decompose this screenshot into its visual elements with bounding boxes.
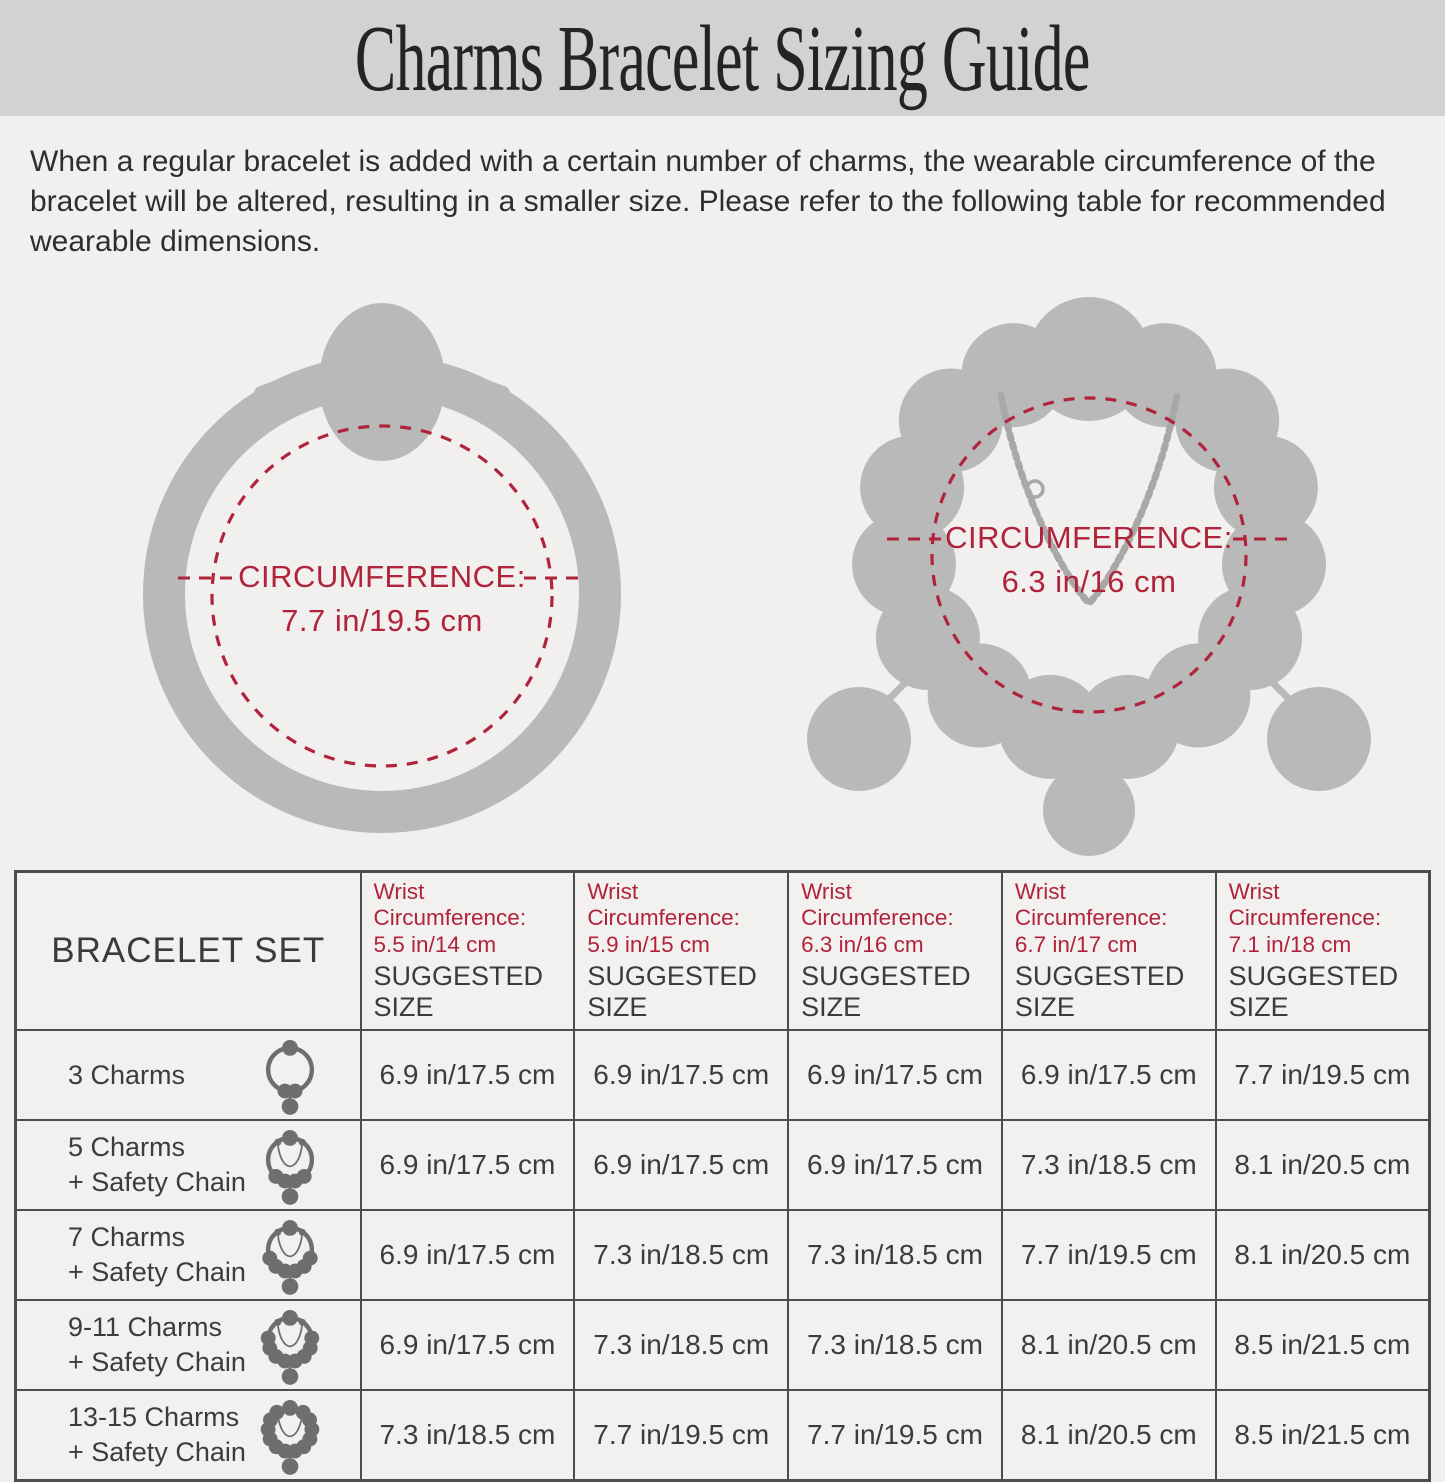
column-header-15cm	[574, 871, 788, 1030]
size-cell: 7.7 in/19.5 cm	[1216, 1030, 1430, 1120]
bracelet-set-cell	[16, 1210, 361, 1300]
dangle-charm-left	[807, 687, 911, 791]
size-cell: 6.9 in/17.5 cm	[1002, 1030, 1216, 1120]
wrist-circumference-label: Wrist Circumference:	[1228, 878, 1382, 931]
table-row	[16, 1120, 1430, 1210]
size-cell: 8.1 in/20.5 cm	[1002, 1300, 1216, 1390]
size-cell: 6.9 in/17.5 cm	[788, 1030, 1002, 1120]
suggested-size-label: SUGGESTED SIZE	[587, 961, 757, 1023]
bracelet-5-charms-icon	[247, 1122, 333, 1208]
column-header-18cm	[1216, 871, 1430, 1030]
size-cell: 6.9 in/17.5 cm	[361, 1030, 575, 1120]
column-header-16cm	[788, 871, 1002, 1030]
suggested-size-label: SUGGESTED SIZE	[373, 961, 544, 1023]
plain-bracelet-illustration	[72, 294, 692, 839]
wrist-circumference-label: Wrist Circumference:	[801, 878, 954, 931]
size-cell: 8.5 in/21.5 cm	[1216, 1300, 1430, 1390]
size-cell: 7.3 in/18.5 cm	[361, 1390, 575, 1481]
size-cell: 7.3 in/18.5 cm	[574, 1210, 788, 1300]
wrist-circumference-label: Wrist Circumference:	[587, 878, 740, 931]
wrist-circumference-label: Wrist Circumference:	[373, 878, 527, 931]
bracelet-7-charms-icon	[247, 1212, 333, 1298]
circumference-label: CIRCUMFERENCE:	[238, 559, 526, 595]
size-cell: 7.3 in/18.5 cm	[1002, 1120, 1216, 1210]
size-cell: 8.1 in/20.5 cm	[1216, 1120, 1430, 1210]
page-header	[0, 0, 1445, 116]
suggested-size-label: SUGGESTED SIZE	[801, 961, 971, 1023]
circumference-value: 6.3 in/16 cm	[1001, 563, 1177, 599]
set-label: 13-15 Charms	[68, 1402, 240, 1433]
table-row	[16, 1030, 1430, 1120]
size-cell: 7.7 in/19.5 cm	[1002, 1210, 1216, 1300]
set-label-line2: + Safety Chain	[68, 1167, 246, 1198]
size-cell: 7.7 in/19.5 cm	[574, 1390, 788, 1481]
set-label: 9-11 Charms	[68, 1312, 223, 1343]
set-label-line2: + Safety Chain	[68, 1437, 246, 1468]
charm-bracelet-illustration	[739, 277, 1439, 857]
circumference-value: 7.7 in/19.5 cm	[281, 603, 483, 639]
size-cell: 6.9 in/17.5 cm	[574, 1030, 788, 1120]
size-cell: 6.9 in/17.5 cm	[361, 1210, 575, 1300]
wrist-circumference-value: 5.5 in/14 cm	[373, 931, 497, 957]
clasp-bead	[319, 303, 445, 461]
bracelet-set-header: BRACELET SET	[16, 871, 361, 1030]
size-cell: 6.9 in/17.5 cm	[574, 1120, 788, 1210]
bracelet-9-11-charms-icon	[247, 1302, 333, 1388]
bracelet-3-charms-icon	[247, 1032, 333, 1118]
dangle-charm-right	[1267, 687, 1371, 791]
table-header-row	[16, 871, 1430, 1030]
size-cell: 8.1 in/20.5 cm	[1002, 1390, 1216, 1481]
wrist-circumference-value: 7.1 in/18 cm	[1228, 931, 1352, 957]
circumference-dashed-circle	[212, 426, 552, 766]
size-cell: 6.9 in/17.5 cm	[361, 1300, 575, 1390]
sizing-table	[14, 870, 1431, 1482]
bracelet-illustrations	[0, 268, 1445, 860]
suggested-size-label: SUGGESTED SIZE	[1014, 961, 1185, 1023]
size-cell: 6.9 in/17.5 cm	[361, 1120, 575, 1210]
size-cell: 6.9 in/17.5 cm	[788, 1120, 1002, 1210]
size-cell: 7.3 in/18.5 cm	[574, 1300, 788, 1390]
circumference-label: CIRCUMFERENCE:	[945, 519, 1233, 555]
size-cell: 7.3 in/18.5 cm	[788, 1300, 1002, 1390]
size-cell: 7.7 in/19.5 cm	[788, 1390, 1002, 1481]
table-row	[16, 1390, 1430, 1481]
table-row	[16, 1210, 1430, 1300]
bracelet-set-cell	[16, 1120, 361, 1210]
size-cell: 7.3 in/18.5 cm	[788, 1210, 1002, 1300]
set-label: 7 Charms	[68, 1222, 186, 1253]
set-label-line2: + Safety Chain	[68, 1347, 246, 1378]
size-cell: 8.1 in/20.5 cm	[1216, 1210, 1430, 1300]
bracelet-set-cell	[16, 1300, 361, 1390]
wrist-circumference-value: 6.7 in/17 cm	[1014, 931, 1138, 957]
page-title: Charms Bracelet Sizing Guide	[355, 5, 1090, 111]
set-label: 3 Charms	[68, 1059, 186, 1090]
bracelet-set-cell	[16, 1030, 361, 1120]
wrist-circumference-value: 5.9 in/15 cm	[587, 931, 710, 957]
column-header-14cm	[361, 871, 575, 1030]
size-cell: 8.5 in/21.5 cm	[1216, 1390, 1430, 1481]
dangle-charm-bottom	[1043, 764, 1135, 856]
bracelet-set-cell	[16, 1390, 361, 1481]
column-header-17cm	[1002, 871, 1216, 1030]
set-label: 5 Charms	[68, 1132, 186, 1163]
suggested-size-label: SUGGESTED SIZE	[1228, 961, 1399, 1023]
bracelet-13-15-charms-icon	[247, 1392, 333, 1478]
wrist-circumference-value: 6.3 in/16 cm	[801, 931, 924, 957]
table-row	[16, 1300, 1430, 1390]
intro-paragraph: When a regular bracelet is added with a certain number of charms, the wearable circumference of the bracelet will be altered, resulting in a smaller size. Please refer to the following table for recommended wearable dimensions.	[30, 145, 1386, 258]
wrist-circumference-label: Wrist Circumference:	[1014, 878, 1168, 931]
set-label-line2: + Safety Chain	[68, 1257, 246, 1288]
